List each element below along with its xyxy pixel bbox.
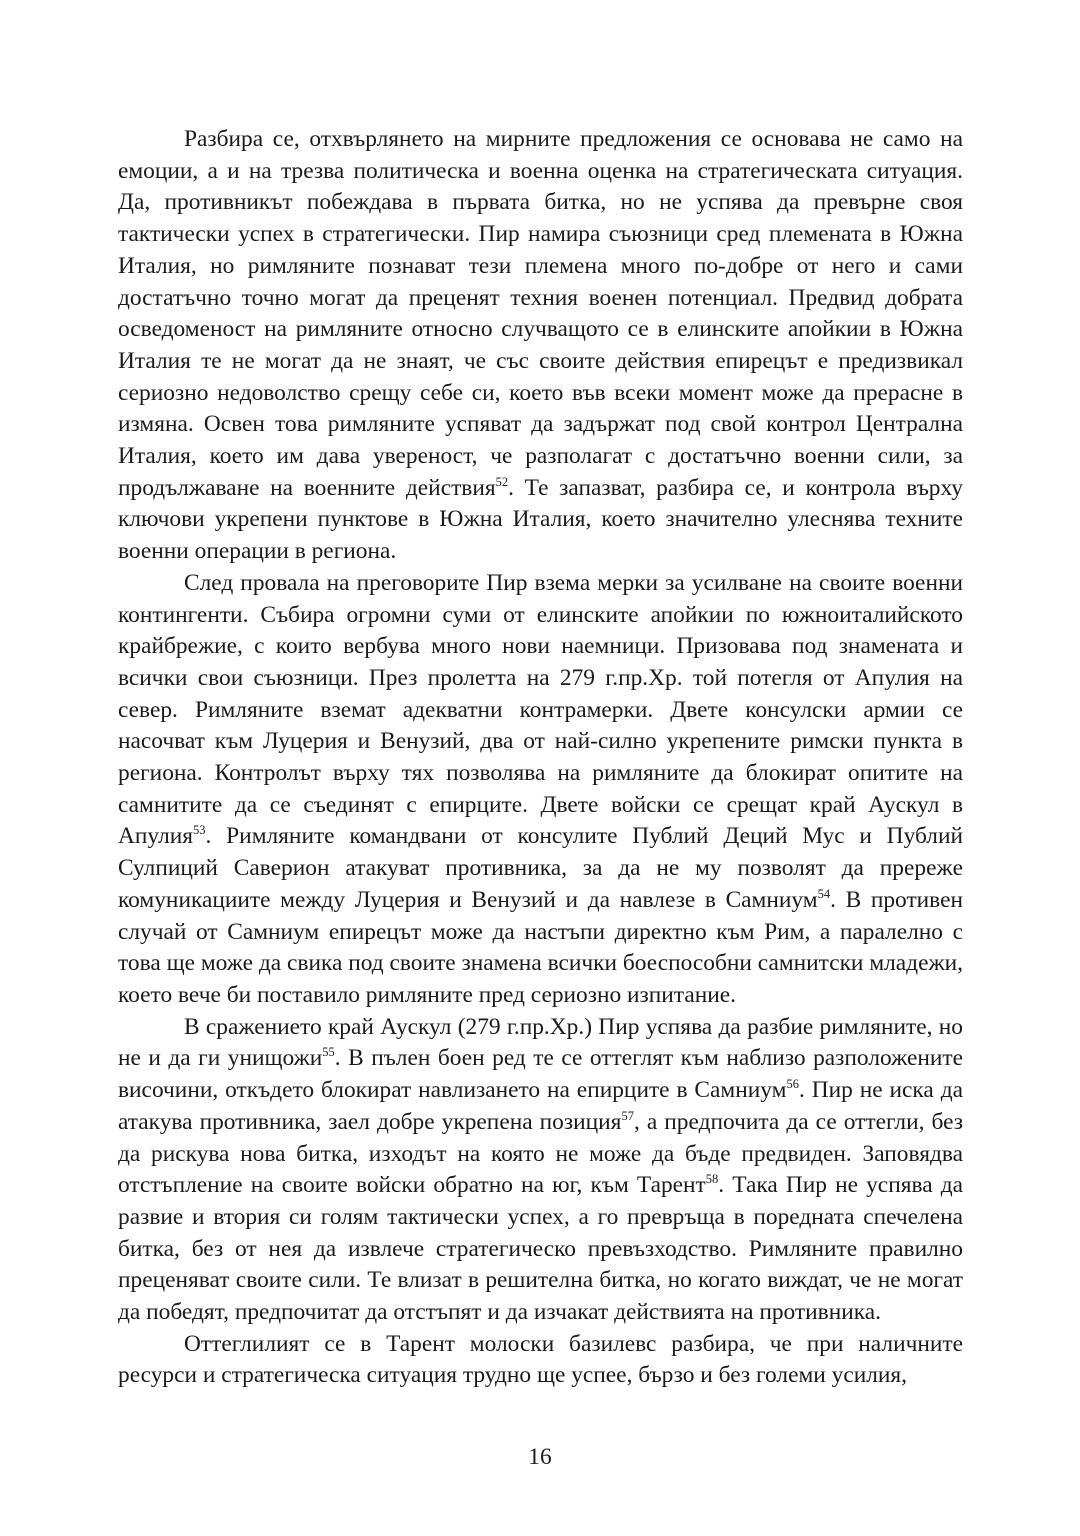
footnote-ref[interactable]: 54	[817, 886, 831, 901]
text-run: . В противен случай от Самниум епирецът може да настъпи директно към Рим, а паралелно с това ще може да свика под своите знамена всички боеспособни самнитски младежи, което вече би поставило римляните пред сериозно изпитание.	[118, 886, 963, 1008]
text-run: Разбира се, отхвърлянето на мирните предложения се основава не само на емоции, а и на трезва политическа и военна оценка на стратегическата ситуация. Да, противникът побеждава в първата битка, но не успява да превърне своя тактически успех в стратегически. Пир намира съюзници сред племената в Южна Италия, но римляните познават тези племена много по-добре от него и сами достатъчно точно могат да преценят техния военен потенциал. Предвид добрата осведоменост на римляните относно случващото се в елинските апойкии в Южна Италия те не могат да не знаят, че със своите действия епирецът е предизвикал сериозно недоволство срещу себе си, което във всеки момент може да прерасне в измяна. Освен това римляните успяват да задържат под свой контрол Централна Италия, което им дава увереност, че разполагат с достатъчно военни сили, за продължаване на военните действия	[118, 126, 963, 501]
footnote-ref[interactable]: 57	[621, 1108, 634, 1123]
footnote-ref[interactable]: 55	[322, 1045, 335, 1060]
text-run: . Те запазват, разбира се, и контрола върху ключови укрепени пунктове в Южна Италия, което значително улеснява техните военни операции в региона.	[118, 474, 963, 565]
text-run: . Римляните командвани от консулите Публий Деций Мус и Публий Сулпиций Саверион атакуват противника, за да не му позволят да прережe комуникациите между Луцерия и Венузий и да навлезе в Самниум	[118, 823, 963, 913]
paragraph	[118, 1329, 963, 1392]
footnote-ref[interactable]: 56	[786, 1077, 799, 1092]
footnote-ref[interactable]: 52	[495, 474, 509, 489]
footnote-ref[interactable]: 58	[705, 1172, 719, 1187]
text-run: Оттеглилият се в Тарент молоски базилевс разбира, че при наличните ресурси и стратегическа ситуация трудно ще успее, бързо и без големи усилия,	[118, 1330, 963, 1389]
paragraph	[118, 1012, 963, 1329]
text-run: , а предпочита да се оттегли, без да рискува нова битка, изходът на която не може да бъде предвиден. Заповядва отстъпление на своите войски обратно на юг, към Тарент	[118, 1108, 963, 1199]
page-body	[118, 124, 963, 1392]
text-run: След провала на преговорите Пир взема мерки за усилване на своите военни контингенти. Събира огромни суми от елинските апойкии по южноиталийското крайбрежие, с които вербува много нови наемници. Призовава под знамената и всички свои съюзници. През пролетта на 279 г.пр.Хр. той потегля от Апулия на север. Римляните вземат адекватни контрамерки. Двете консулски армии се насочват към Луцерия и Венузий, два от най-силно укрепените римски пункта в региона. Контролът върху тях позволява на римляните да блокират опитите на самнитите да се съединят с епирците. Двете войски се срещат край Аускул в Апулия	[118, 569, 963, 850]
text-run: . Пир не иска да атакува противника, заел добре укрепена позиция	[118, 1077, 963, 1135]
page-number: 16	[528, 1444, 552, 1470]
paragraph	[118, 568, 963, 1012]
text-run: В сражението край Аускул (279 г.пр.Хр.) Пир успява да разбие римляните, но не и да ги унищожи	[118, 1013, 963, 1072]
footnote-ref[interactable]: 53	[193, 823, 206, 838]
paragraph	[118, 124, 963, 568]
text-run: . Така Пир не успява да развие и втория си голям тактически успех, а го превръща в поредната спечелена битка, без от нея да извлече стратегическо превъзходство. Римляните правилно преценяват своите сили. Те влизат в решителна битка, но когато виждат, че не могат да победят, предпочитат да отстъпят и да изчакат действията на противника.	[118, 1172, 963, 1326]
text-run: . В пълен боен ред те се оттеглят към наблизо разположените височини, откъдето блокират навлизането на епирците в Самниум	[118, 1045, 963, 1104]
